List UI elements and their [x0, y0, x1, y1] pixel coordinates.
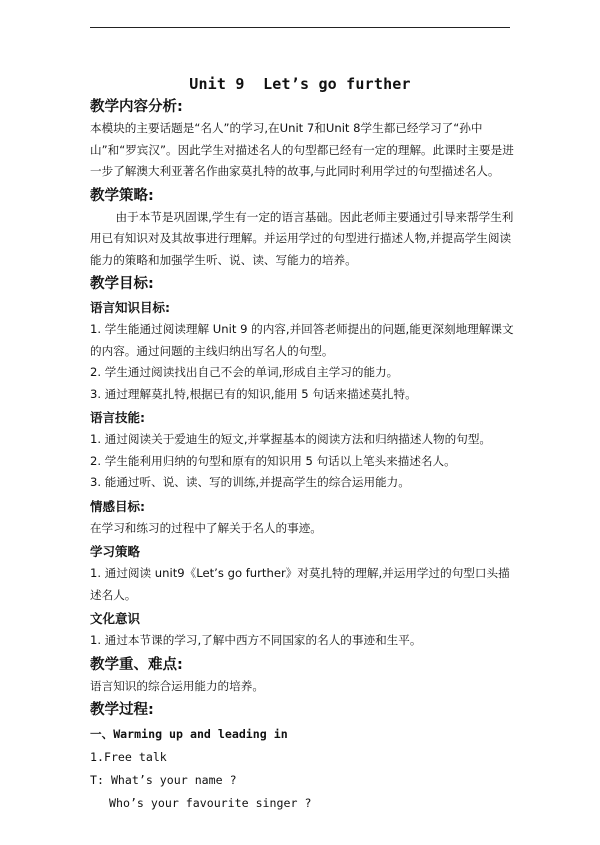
goals-heading: 教学目标:	[90, 276, 154, 292]
knowledge-goals-heading: 语言知识目标:	[90, 300, 170, 315]
knowledge-goal-item: 3. 通过理解莫扎特,根据已有的知识,能用 5 句话来描述莫扎特。	[90, 386, 417, 401]
skills-item: 2. 学生能利用归纳的句型和原有的知识用 5 句话以上笔头来描述名人。	[90, 453, 456, 468]
analysis-paragraph: 本模块的主要话题是“名人”的学习,在Unit 7和Unit 8学生都已经学习了“孙中山”和“罗宾汉”。因此学生对描述名人的句型都已经有一定的理解。此课时主要是进一步了解澳大利亚著名作曲家莫扎特的故事,与此同时利用学过的句型描述名人。	[90, 121, 514, 178]
skills-item: 1. 通过阅读关于爱迪生的短文,并掌握基本的阅读方法和归纳描述人物的句型。	[90, 432, 492, 446]
culture-heading: 文化意识	[90, 611, 141, 626]
culture-item: 1. 通过本节课的学习,了解中西方不同国家的名人的事迹和生平。	[90, 633, 422, 647]
keypoints-paragraph: 语言知识的综合运用能力的培养。	[90, 678, 264, 693]
dialogue-line: T: What’s your name ?	[90, 773, 237, 787]
keypoints-heading: 教学重、难点:	[90, 656, 183, 673]
strategy-heading: 教学策略:	[90, 187, 154, 204]
knowledge-goal-item: 2. 学生通过阅读找出自己不会的单词,形成自主学习的能力。	[90, 365, 399, 379]
learning-strategy-heading: 学习策略	[90, 544, 141, 559]
process-step-heading: 一、Warming up and leading in	[90, 727, 288, 741]
emotion-goals-heading: 情感目标:	[90, 498, 145, 514]
process-sub-heading: 1.Free talk	[90, 750, 167, 764]
analysis-heading: 教学内容分析:	[90, 99, 183, 115]
header-rule	[90, 27, 510, 28]
knowledge-goal-item: 1. 学生能通过阅读理解 Unit 9 的内容,并回答老师提出的问题,能更深刻地理解课文的内容。通过问题的主线归纳出写名人的句型。	[90, 322, 514, 358]
emotion-goals-paragraph: 在学习和练习的过程中了解关于名人的事迹。	[90, 520, 322, 535]
learning-strategy-item: 1. 通过阅读 unit9《Let’s go further》对莫扎特的理解,并运用学过的句型口头描述名人。	[90, 566, 510, 602]
process-heading: 教学过程:	[90, 702, 154, 718]
strategy-paragraph: 由于本节是巩固课,学生有一定的语言基础。因此老师主要通过引导来帮学生利用已有知识对及其故事进行理解。并运用学过的句型进行描述人物,并提高学生阅读能力的策略和加强学生听、说、读、写能力的培养。	[90, 209, 514, 267]
skills-item: 3. 能通过听、说、读、写的训练,并提高学生的综合运用能力。	[90, 475, 410, 489]
dialogue-line: Who’s your favourite singer ?	[109, 796, 312, 810]
skills-heading: 语言技能:	[90, 410, 145, 425]
document-title: Unit 9 Let’s go further	[189, 75, 411, 93]
document-body	[90, 96, 520, 815]
